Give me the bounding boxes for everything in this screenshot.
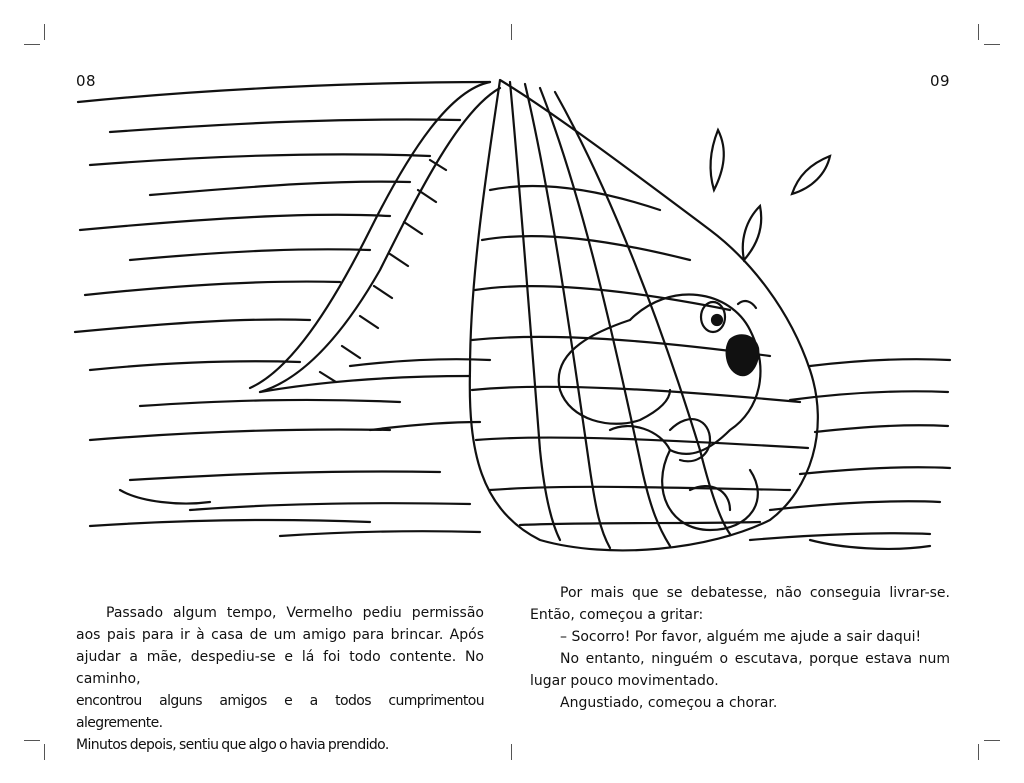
page-number-right: 09: [930, 72, 951, 90]
left-paragraph-3: Minutos depois, sentiu que algo o havia prendido.: [76, 737, 389, 753]
page-number-left: 08: [76, 72, 97, 90]
net-cord: [250, 82, 500, 392]
crop-mark-top-left-h: [24, 44, 40, 45]
crop-mark-bottom-left-h: [24, 740, 40, 741]
crop-mark-bottom-right-h: [984, 740, 1000, 741]
wave-lines: [75, 82, 950, 549]
crop-mark-bottom-left-v: [44, 744, 45, 760]
crop-mark-bottom-right-v: [978, 744, 979, 760]
right-paragraph-2: – Socorro! Por favor, alguém me ajude a sair daqui!: [560, 629, 922, 645]
right-paragraph-4: Angustiado, começou a chorar.: [560, 695, 778, 711]
right-paragraph-3: No entanto, ninguém o escutava, porque estava num lugar pouco movimentado.: [530, 651, 950, 689]
left-page-text: [76, 602, 484, 756]
crop-mark-top-center: [511, 24, 512, 40]
crop-mark-top-left-v: [44, 24, 45, 40]
net-fish-illustration: [70, 70, 954, 560]
right-paragraph-1: Por mais que se debatesse, não conseguia livrar-se. Então, começou a gritar:: [530, 585, 950, 623]
left-paragraph-1: Passado algum tempo, Vermelho pediu permissão aos pais para ir à casa de um amigo para brincar. Após ajudar a mãe, despediu-se e lá foi todo contente. No caminho,: [76, 605, 484, 687]
left-paragraph-2: encontrou alguns amigos e a todos cumprimentou alegremente.: [76, 693, 484, 731]
crop-mark-bottom-center: [511, 744, 512, 760]
sweat-drops: [711, 130, 830, 260]
crop-mark-top-right-h: [984, 44, 1000, 45]
crop-mark-top-right-v: [978, 24, 979, 40]
net-bag: [470, 80, 818, 550]
right-page-text: [530, 582, 950, 714]
